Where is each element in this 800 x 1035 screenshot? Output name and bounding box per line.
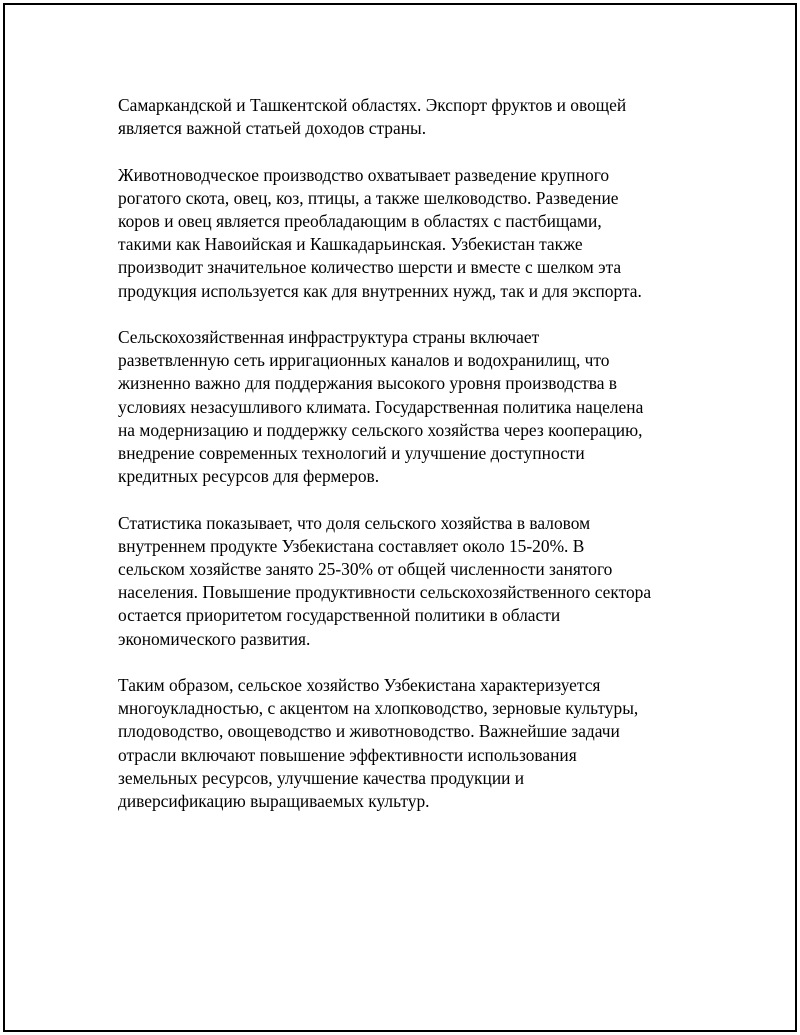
text-line: на модернизацию и поддержку сельского хозяйства через кооперацию, [118, 419, 643, 440]
text-line: внутреннем продукте Узбекистана составляет около 15-20%. В [118, 535, 585, 556]
text-line: жизненно важно для поддержания высокого уровня производства в [118, 373, 617, 394]
text-line: отрасли включают повышение эффективности использования [118, 744, 577, 765]
text-line: производит значительное количество шерсти и вместе с шелком эта [118, 257, 622, 278]
text-line: разветвленную сеть ирригационных каналов и водохранилищ, что [118, 350, 610, 371]
text-line: земельных ресурсов, улучшение качества продукции и [118, 767, 525, 788]
paragraph-1 [118, 94, 708, 140]
text-line: коров и овец является преобладающим в областях с пастбищами, [118, 211, 602, 231]
paragraph-4 [118, 512, 708, 651]
text-line: Статистика показывает, что доля сельского хозяйства в валовом [118, 512, 591, 533]
text-line: такими как Навоийская и Кашкадарьинская. Узбекистан также [118, 234, 583, 255]
text-line: населения. Повышение продуктивности сельскохозяйственного сектора [118, 582, 652, 603]
text-line: плодоводство, овощеводство и животноводство. Важнейшие задачи [118, 721, 620, 742]
text-line: продукция используется как для внутренних нужд, так и для экспорта. [118, 280, 642, 301]
paragraph-5 [118, 674, 708, 813]
text-line: кредитных ресурсов для фермеров. [118, 466, 380, 487]
text-line: рогатого скота, овец, коз, птицы, а также шелководство. Разведение [118, 187, 619, 208]
text-line: остается приоритетом государственной политики в области [118, 605, 561, 626]
text-line: Самаркандской и Ташкентской областях. Экспорт фруктов и овощей [118, 95, 627, 115]
text-line: является важной статьей доходов страны. [118, 118, 427, 139]
paragraph-2 [118, 164, 708, 303]
text-line: Сельскохозяйственная инфраструктура страны включает [118, 327, 540, 347]
text-line: экономического развития. [118, 628, 311, 649]
text-line: диверсификацию выращиваемых культур. [118, 791, 430, 812]
text-line: многоукладностью, с акцентом на хлопководство, зерновые культуры, [118, 698, 639, 719]
text-line: сельском хозяйстве занято 25-30% от общей численности занятого [118, 559, 613, 580]
text-line: Животноводческое производство охватывает разведение крупного [118, 164, 610, 185]
text-line: Таким образом, сельское хозяйство Узбекистана характеризуется [118, 675, 601, 696]
text-line: условиях незасушливого климата. Государственная политика нацелена [118, 396, 644, 417]
paragraph-3 [118, 326, 708, 488]
document-body [118, 94, 708, 836]
text-line: внедрение современных технологий и улучшение доступности [118, 443, 585, 464]
